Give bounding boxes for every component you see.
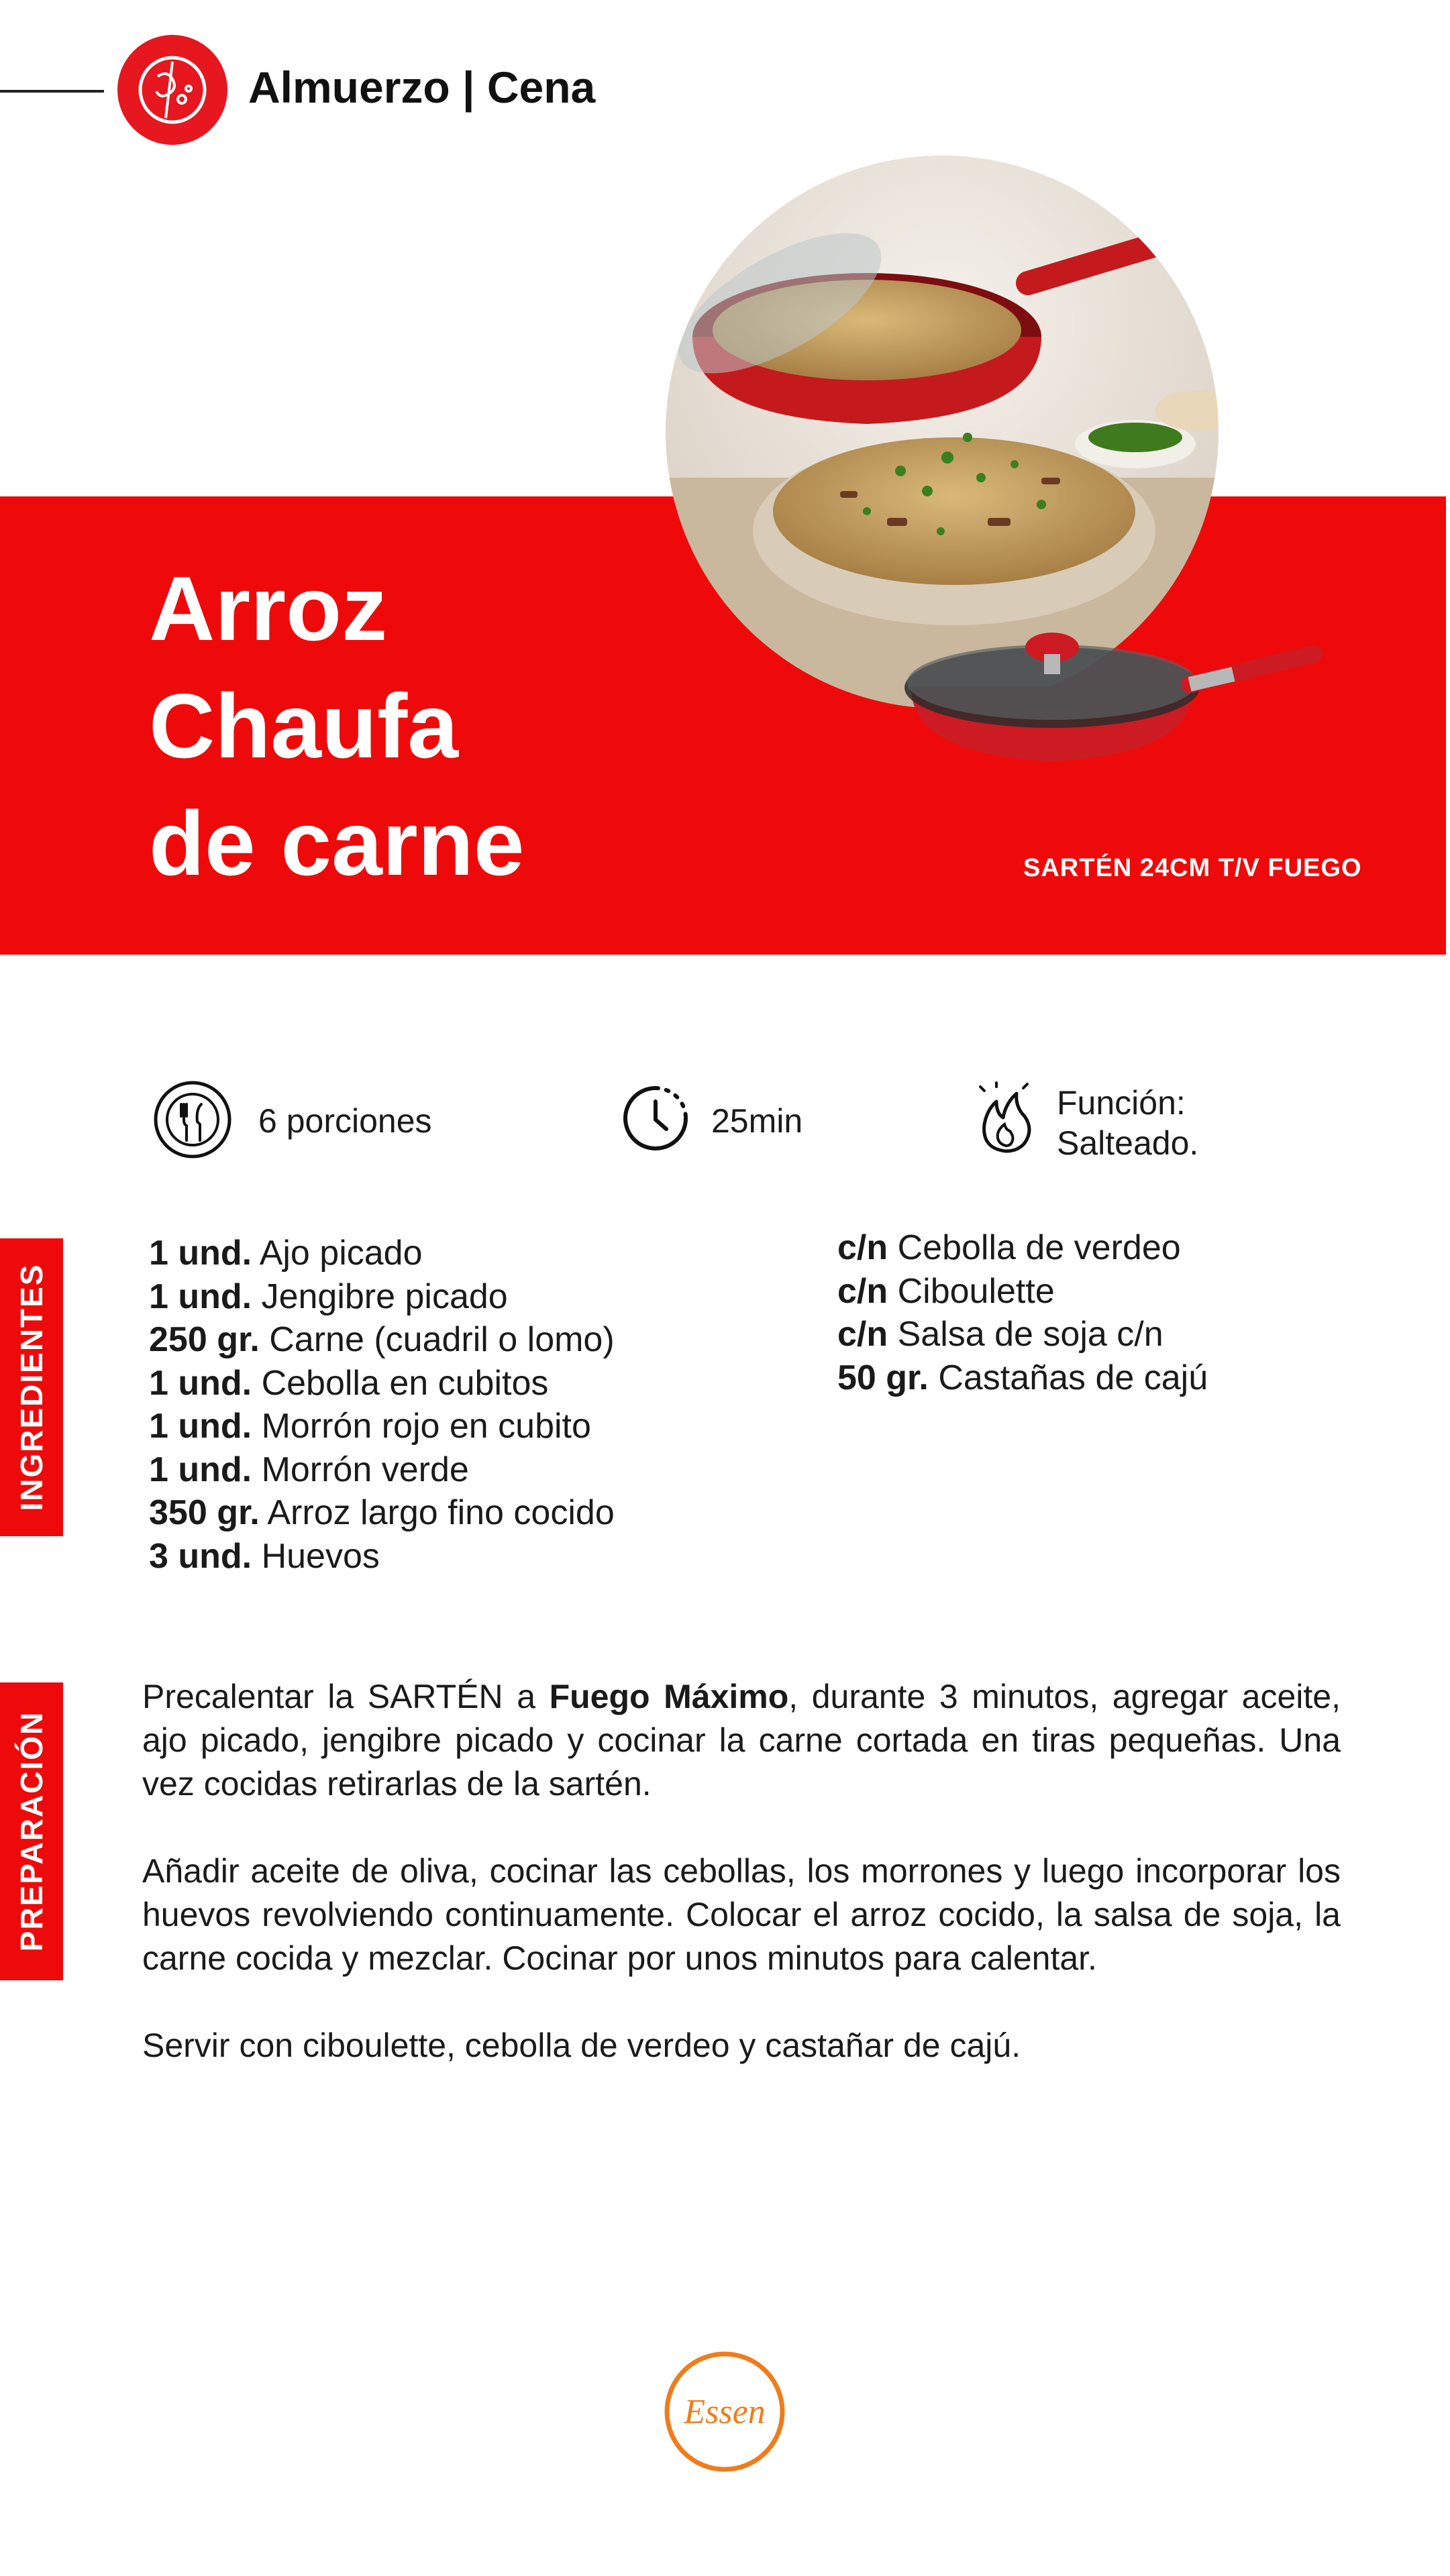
recipe-title-line-2: Chaufa <box>149 675 458 777</box>
ingredient-item: 350 gr. Arroz largo fino cocido <box>149 1493 615 1532</box>
preparation-step-1: Precalentar la SARTÉN a Fuego Máximo, durante 3 minutos, agregar aceite, ajo picado, jengibre picado y cocinar la carne cortada en tiras pequeñas. Una vez cocidas retirarlas de la sartén. <box>142 1678 1341 1803</box>
header-divider-line <box>0 90 104 93</box>
preparation-steps <box>142 1675 1341 2068</box>
ingredients-list-right <box>837 1226 1208 1399</box>
ingredient-item: 1 und. Jengibre picado <box>149 1277 508 1316</box>
cutlery-icon <box>153 1080 232 1159</box>
recipe-title-line-3: de carne <box>149 792 525 894</box>
meal-category-icon <box>117 35 227 145</box>
essen-logo-text: Essen <box>684 2393 766 2431</box>
cooking-function-value: Salteado. <box>1057 1124 1199 1162</box>
cooking-function <box>1057 1083 1198 1163</box>
recipe-title <box>149 550 524 902</box>
clock-icon <box>621 1084 690 1152</box>
meal-category-title: Almuerzo | Cena <box>248 62 596 112</box>
ingredient-item: 250 gr. Carne (cuadril o lomo) <box>149 1320 615 1359</box>
ingredients-label: INGREDIENTES <box>14 1263 49 1511</box>
ingredient-item: c/n Ciboulette <box>837 1271 1055 1311</box>
ingredient-item: 50 gr. Castañas de cajú <box>837 1358 1208 1397</box>
ingredients-label-tab <box>0 1238 63 1536</box>
cooking-function-label: Función: <box>1057 1084 1186 1122</box>
ingredient-item: 1 und. Ajo picado <box>149 1234 423 1273</box>
portions-text: 6 porciones <box>258 1102 432 1140</box>
ingredient-item: c/n Cebolla de verdeo <box>837 1228 1181 1267</box>
recipe-title-line-1: Arroz <box>149 557 388 659</box>
preparation-step-3: Servir con ciboulette, cebolla de verdeo y castañar de cajú. <box>142 2027 1021 2064</box>
product-pan-image <box>884 607 1335 785</box>
ingredient-item: c/n Salsa de soja c/n <box>837 1315 1163 1354</box>
flame-icon <box>976 1081 1037 1155</box>
preparation-label: PREPARACIÓN <box>14 1711 49 1952</box>
ingredient-item: 3 und. Huevos <box>149 1536 380 1576</box>
ingredient-item: 1 und. Morrón verde <box>149 1450 469 1489</box>
product-caption: SARTÉN 24CM T/V FUEGO <box>1023 854 1362 882</box>
preparation-step-2: Añadir aceite de oliva, cocinar las cebollas, los morrones y luego incorporar los huevos revolviendo continuamente. Colocar el arroz cocido, la salsa de soja, la carne cocida y mezclar. Cocinar por unos minutos para calentar. <box>142 1852 1341 1977</box>
ingredient-item: 1 und. Cebolla en cubitos <box>149 1363 549 1403</box>
ingredient-item: 1 und. Morrón rojo en cubito <box>149 1407 591 1446</box>
time-text: 25min <box>711 1102 803 1140</box>
preparation-label-tab <box>0 1682 63 1980</box>
ingredients-list-left <box>149 1232 615 1578</box>
essen-logo <box>661 2348 788 2475</box>
